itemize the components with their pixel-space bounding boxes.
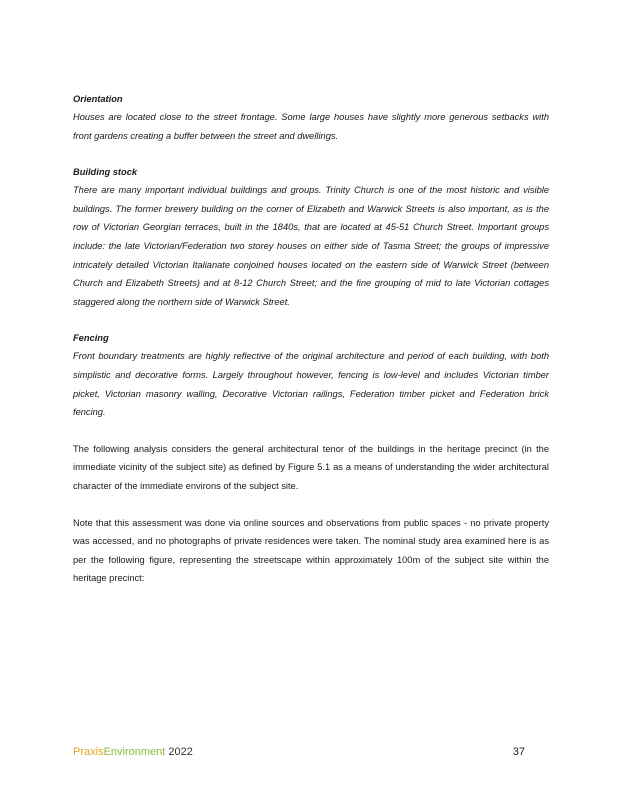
analysis-paragraph: The following analysis considers the general architectural tenor of the buildings in the heritage precinct (in the immediate vicinity of the subject site) as defined by Figure 5.1 as a means of understanding the wider architectural character of the immediate environs of the subject site. [73, 443, 549, 491]
brand-praxis-text: Praxis [73, 746, 104, 758]
note-paragraph: Note that this assessment was done via online sources and observations from public spaces - no private property was accessed, and no photographs of private residences were taken. The nominal study area examined here is as per the following figure, representing the streetscape within approximately 100m of the subject site within the heritage precinct: [73, 517, 549, 584]
footer-brand [73, 746, 193, 758]
orientation-heading: Orientation [73, 94, 123, 104]
fencing-text: Front boundary treatments are highly reflective of the original architecture and period of each building, with both simplistic and decorative forms. Largely throughout however, fencing is low-level and includes Victorian timber picket, Victorian masonry walling, Decorative Victorian railings, Federation timber picket and Federation brick fencing. [73, 351, 549, 418]
fencing-heading: Fencing [73, 333, 109, 344]
footer-year: 2022 [168, 746, 193, 758]
orientation-text: Houses are located close to the street frontage. Some large houses have slightly more generous setbacks with front gardens creating a buffer between the street and dwellings. [73, 112, 549, 141]
page-number: 37 [512, 746, 525, 758]
page-body [73, 90, 549, 588]
building-stock-text: There are many important individual buildings and groups. Trinity Church is one of the most historic and visible buildings. The former brewery building on the corner of Elizabeth and Warwick Streets is also important, as is the row of Victorian Georgian terraces, built in the 1840s, that are located at 45-51 Church Street. Important groups include: the late Victorian/Federation two storey houses on either side of Tasma Street; the groups of impressive intricately detailed Victorian Italianate conjoined houses located on the eastern side of Warwick Street (between Church and Elizabeth Streets) and at 8-12 Church Street; and the fine grouping of mid to late Victorian cottages staggered along the northern side of Warwick Street. [73, 185, 549, 307]
building-stock-heading: Building stock [73, 167, 138, 178]
page-footer [73, 746, 525, 758]
brand-environment-text: Environment [103, 746, 166, 758]
